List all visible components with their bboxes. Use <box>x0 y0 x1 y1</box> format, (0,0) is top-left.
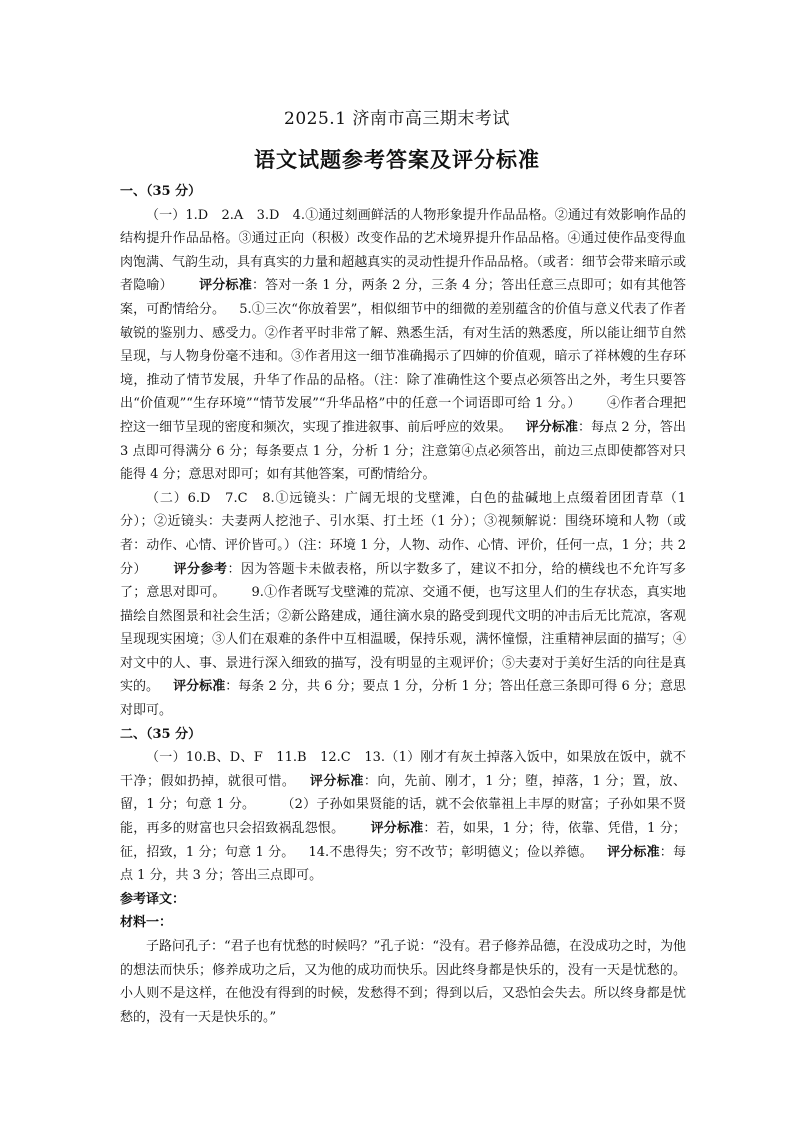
exam-title: 2025.1 济南市高三期末考试 <box>284 109 510 129</box>
material-1-text: 子路问孔子：“君子也有忧愁的时候吗？”孔子说：“没有。君子修养品德，在没成功之时，为他的想法而快乐；修养成功之后，又为他的成功而快乐。因此终身都是快乐的，没有一天是忧愁的。小人则不是这样，在他没有得到的时候，发愁得不到；得到以后，又恐怕会失去。所以终身都是忧愁的，没有一天是快乐的。” <box>120 939 686 1025</box>
scoring-standard-label: 评分标准 <box>370 821 424 837</box>
section1-part2-paragraph <box>120 487 686 723</box>
section1-part1-paragraph <box>120 204 686 487</box>
answer-body <box>120 180 686 1029</box>
section-heading-1: 一、（35 分） <box>120 184 202 199</box>
section2-paragraph <box>120 746 686 888</box>
answer-q14: 14.不患得失；穷不改节；彰明德义；俭以养德。 <box>308 844 593 860</box>
scoring-standard-text: ：每点 1 分，共 3 分；答出三点即可。 <box>120 844 686 884</box>
scoring-standard-label: 评分标准 <box>198 278 252 294</box>
answer-q5-point4: ④作者合理把控这一细节呈现的密度和频次，实现了推进叙事、前后呼应的效果。 <box>120 396 686 435</box>
answers-q1-4: （一）1.D 2.A 3.D 4.①通过刻画鲜活的人物形象提升作品品格。②通过有效影响作品的结构提升作品品格。③通过正向（积极）改变作品的艺术境界提升作品品格。④通过使作品变得血肉饱满、气韵生动，具有真实的力量和超越真实的灵动性提升作品品格。（或者：细节会带来暗示或者隐喻） <box>120 207 686 294</box>
answers-q10-13-1: （一）10.B、D、F 11.B 12.C 13.（1）刚才有灰土掉落入饭中，如果放在饭中，就不干净；假如扔掉，就很可惜。 <box>120 750 686 789</box>
answer-q9: 9.①作者既写戈壁滩的荒凉、交通不便，也写这里人们的生存状态，真实地描绘自然图景和社会生活；②新公路建成，通往滴水泉的路受到现代文明的冲击后无比荒凉，客观呈现现实困境；③人们在艰难的条件中互相温暖，保持乐观，满怀憧憬，注重精神层面的描写；④对文中的人、事、景进行深入细致的描写，没有明显的主观评价；⑤夫妻对于美好生活的向往是真实的。 <box>120 585 686 695</box>
material-1-label: 材料一： <box>120 915 173 931</box>
scoring-standard-text: ：每条 2 分，共 6 分；要点 1 分，分析 1 分；答出任意三条即可得 6 分；意思对即可。 <box>120 679 686 719</box>
scoring-standard-text: ：每点 2 分，答出 3 点即可得满分 6 分；每条要点 1 分，分析 1 分；注意第④点必须答出，前边三点即使都答对只能得 4 分；意思对即可；如有其他答案，可酌情给分。 <box>120 419 686 483</box>
scoring-standard-label: 评分标准 <box>309 773 364 789</box>
scoring-reference-label: 评分参考 <box>173 561 228 577</box>
scoring-standard-text: ：向，先前、刚才，1 分；堕，掉落，1 分；置，放、留，1 分；句意 1 分。 <box>120 773 686 813</box>
answer-q13-2: （2）子孙如果贤能的话，就不会依靠祖上丰厚的财富；子孙如果不贤能，再多的财富也只会招致祸乱怨恨。 <box>120 797 686 837</box>
answers-q6-8: （二）6.D 7.C 8.①远镜头：广阔无垠的戈壁滩，白色的盐碱地上点缀着团团青草（1 分）；②近镜头：夫妻两人挖池子、引水渠、打土坯（1 分）；③视频解说：围绕环境和人物（或者：动作、心情、评价皆可。）（注：环境 1 分，人物、动作、心情、评价，任何一点，1 分；共 2 分） <box>120 490 686 577</box>
scoring-standard-text: ：答对一条 1 分，两条 2 分，三条 4 分；答出任意三点即可；如有其他答案，可酌情给分。 <box>120 278 686 317</box>
document-title: 语文试题参考答案及评分标准 <box>254 147 540 172</box>
scoring-standard-label: 评分标准 <box>606 844 660 860</box>
section-heading-2: 二、（35 分） <box>120 726 202 742</box>
scoring-standard-label: 评分标准 <box>525 419 578 435</box>
scoring-reference-text: ：因为答题卡未做表格，所以字数多了，建议不扣分，给的横线也不允许写多了；意思对即可。 <box>120 561 686 601</box>
answer-q5: 5.①三次“你放着罢”，相似细节中的细微的差别蕴含的价值与意义代表了作者敏锐的鉴别力、感受力。②作者平时非常了解、熟悉生活，有对生活的熟悉度，所以能让细节自然呈现，与人物身份毫不违和。③作者用这一细节准确揭示了四婶的价值观，暗示了祥林嫂的生存环境，推动了情节发展，升华了作品的品格。（注：除了准确性这个要点必须答出之外，考生只要答出“价值观”“生存环境”“情节发展”“升华品格”中的任意一个词语即可给 1 分。） <box>120 301 686 412</box>
reference-translation-label: 参考译文： <box>120 891 186 907</box>
scoring-standard-text: ：若，如果，1 分；待，依靠、凭借，1 分；征，招致，1 分；句意 1 分。 <box>120 821 686 860</box>
scoring-standard-label: 评分标准 <box>173 679 226 695</box>
